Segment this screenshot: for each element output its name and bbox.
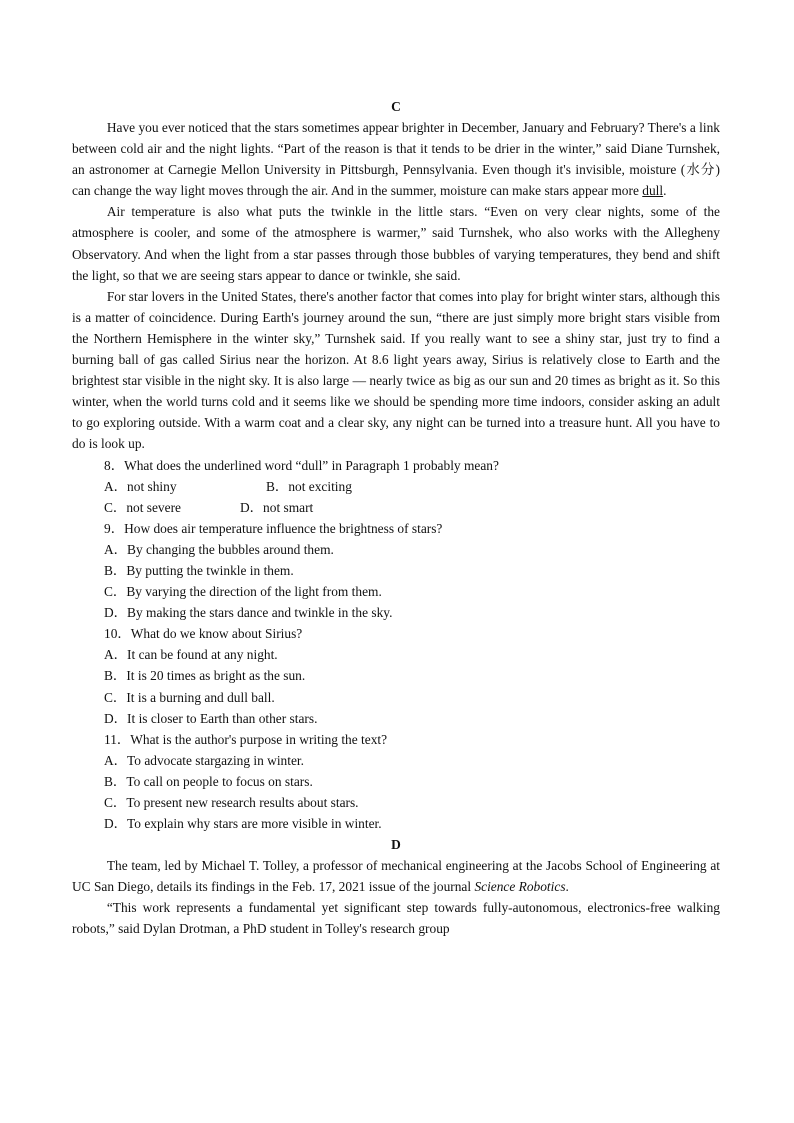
paragraph-1-end: .	[663, 183, 667, 199]
question-8-option-d: D．not smart	[240, 499, 314, 515]
exam-page	[72, 96, 720, 940]
section-d-paragraph-1-text: The team, led by Michael T. Tolley, a professor of mechanical engineering at the Jacobs School of Engineering at UC San Diego, details its findings in the Feb. 17, 2021 issue of the journal	[72, 858, 720, 895]
question-8-options-row-1	[72, 476, 720, 497]
question-9-option-b: B．By putting the twinkle in them.	[104, 562, 294, 578]
question-8-options-row-2	[72, 497, 720, 518]
section-d-paragraph-1-end: .	[565, 879, 569, 895]
journal-name: Science Robotics	[474, 879, 566, 895]
question-8-option-b: B．not exciting	[266, 478, 352, 494]
question-11-option-d: D．To explain why stars are more visible in winter.	[104, 816, 382, 832]
question-9-option-c: C．By varying the direction of the light from them.	[104, 584, 382, 600]
question-9-stem: 9．How does air temperature influence the brightness of stars?	[104, 520, 443, 536]
question-8-option-a: A．not shiny	[104, 478, 177, 494]
section-d-paragraph-2: “This work represents a fundamental yet significant step towards fully-autonomous, electronics-free walking robots,” said Dylan Drotman, a PhD student in Tolley's research group	[72, 900, 720, 937]
section-c-title: C	[391, 99, 401, 114]
section-c-paragraph-2: Air temperature is also what puts the twinkle in the little stars. “Even on very clear nights, some of the atmosphere is cooler, and some of the atmosphere is warmer,” said Turnshek, who also works with the Allegheny Observatory. And when the light from a star passes through those bubbles of varying temperatures, they bend and shift the light, so that we are seeing stars appear to dance or twinkle, she said.	[72, 204, 720, 283]
question-11-option-b: B．To call on people to focus on stars.	[104, 773, 313, 789]
question-10-option-c: C．It is a burning and dull ball.	[104, 689, 275, 705]
section-c-paragraph-3: For star lovers in the United States, there's another factor that comes into play for bright winter stars, although this is a matter of coincidence. During Earth's journey around the sun, “there are just simply more bright stars visible from the Northern Hemisphere in the winter sky,” Turnshek said. If you really want to see a shiny star, just try to find a burning ball of gas called Sirius near the horizon. At 8.6 light years away, Sirius is relatively close to Earth and the brightest star visible in the night sky. It is also large — nearly twice as big as our sun and 20 times as bright as it. So this winter, when the world turns cold and it seems like we should be spending more time indoors, consider asking an adult to go exploring outside. With a warm coat and a clear sky, any night can be turned into a treasure hunt. All you have to do is look up.	[72, 288, 720, 452]
question-11-stem: 11．What is the author's purpose in writing the text?	[104, 731, 388, 747]
question-9-option-d: D．By making the stars dance and twinkle in the sky.	[104, 605, 393, 621]
question-9-option-a: A．By changing the bubbles around them.	[104, 541, 334, 557]
underlined-word-dull: dull	[642, 183, 664, 199]
section-c-paragraph-1	[72, 117, 720, 201]
section-d-title: D	[391, 837, 401, 853]
question-10-option-a: A．It can be found at any night.	[104, 647, 278, 663]
section-d-paragraph-1	[72, 855, 720, 897]
question-10-stem: 10．What do we know about Sirius?	[104, 626, 303, 642]
question-8-option-c: C．not severe	[104, 499, 181, 515]
question-10-option-b: B．It is 20 times as bright as the sun.	[104, 668, 306, 684]
question-11-option-a: A．To advocate stargazing in winter.	[104, 752, 304, 768]
question-11-option-c: C．To present new research results about stars.	[104, 795, 359, 810]
question-8-stem: 8．What does the underlined word “dull” in Paragraph 1 probably mean?	[104, 457, 499, 473]
paragraph-1-text: Have you ever noticed that the stars sometimes appear brighter in December, January and February? There's a link between cold air and the night lights. “Part of the reason is that it tends to be drier in the winter,” said Diane Turnshek, an astronomer at Carnegie Mellon University in Pittsburgh, Pennsylvania. Even though it's invisible, moisture (水分) can change the way light moves through the air. And in the summer, moisture can make stars appear more	[72, 120, 720, 199]
question-10-option-d: D．It is closer to Earth than other stars.	[104, 710, 318, 726]
